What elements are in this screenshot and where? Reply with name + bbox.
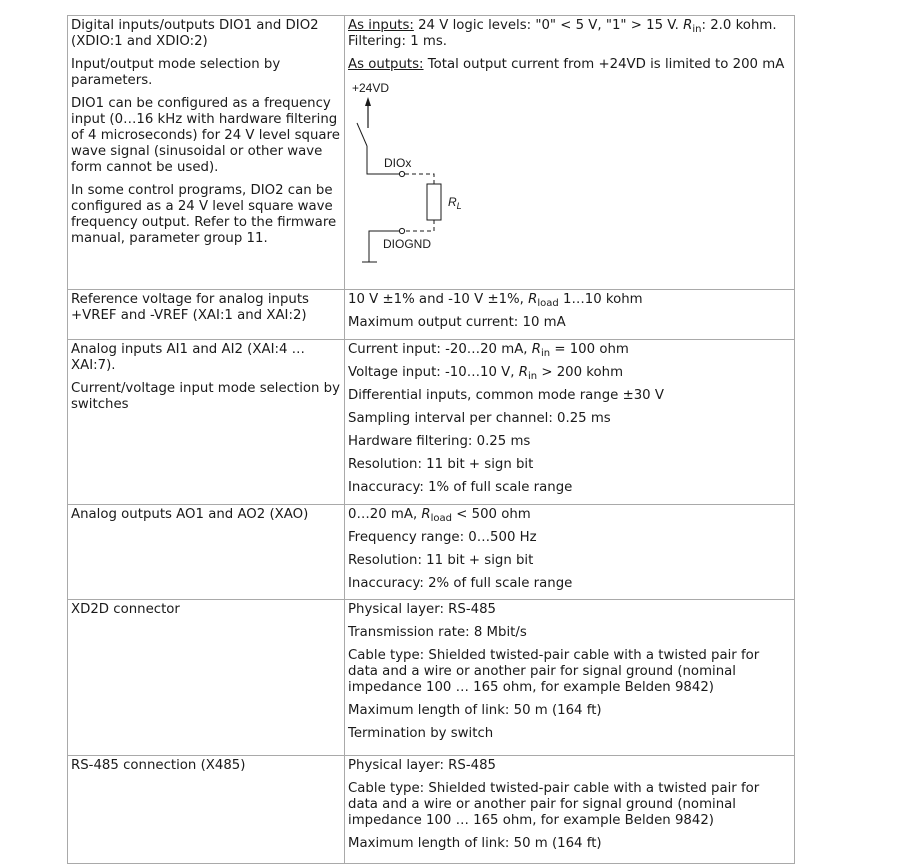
inputs-text: 24 V logic levels: "0" < 5 V, "1" > 15 V. [413, 18, 684, 33]
label-paragraph: XD2D connector [71, 602, 180, 617]
spec-line: Inaccuracy: 1% of full scale range [348, 480, 573, 495]
spec-line: Physical layer: RS-485 [348, 602, 497, 617]
spec-line: Physical layer: RS-485 [348, 758, 497, 773]
inputs-heading: As inputs: [348, 18, 414, 33]
spec-line: Transmission rate: 8 Mbit/s [348, 625, 527, 640]
row-spec-cell [345, 290, 795, 340]
spec-line: Termination by switch [348, 726, 494, 741]
label-paragraph: Analog outputs AO1 and AO2 (XAO) [71, 507, 309, 522]
specifications-table [67, 15, 795, 864]
label-paragraph: RS-485 connection (X485) [71, 758, 246, 773]
row-label-cell [68, 505, 345, 600]
spec-line: Maximum length of link: 50 m (164 ft) [348, 836, 602, 851]
spec-line: Maximum length of link: 50 m (164 ft) [348, 703, 602, 718]
row-spec-cell [345, 340, 795, 505]
outputs-text: Total output current from +24VD is limited to 200 mA [423, 57, 785, 72]
table-row-analog-inputs [68, 340, 795, 505]
row-label-cell [68, 600, 345, 756]
spec-line: Voltage input: -10…10 V, $R_{in} > 200$ kohm [348, 365, 624, 382]
spec-line: Differential inputs, common mode range ±30 V [348, 388, 664, 403]
table-row-dio [68, 16, 795, 290]
symbol-r: R [683, 18, 693, 33]
spec-line: Hardware filtering: 0.25 ms [348, 434, 531, 449]
row-spec-cell [345, 505, 795, 600]
spec-line: 0…20 mA, $R_{load} < 500$ ohm [348, 507, 531, 524]
spec-line: Current input: -20…20 mA, $R_{in} = 100$ ohm [348, 342, 629, 359]
row-spec-cell [345, 16, 795, 290]
outputs-spec [348, 57, 791, 73]
load-label: $R_L$ [448, 195, 462, 211]
ground-label: DIOGND [383, 237, 431, 251]
arrow-up-icon [365, 97, 371, 128]
row-label-cell [68, 16, 345, 290]
spec-line: Frequency range: 0…500 Hz [348, 530, 537, 545]
label-paragraph: Current/voltage input mode selection by switches [71, 381, 340, 412]
row-spec-cell [345, 600, 795, 756]
inputs-spec [348, 18, 791, 50]
terminal-icon [399, 228, 404, 233]
spec-line: Resolution: 11 bit + sign bit [348, 553, 534, 568]
spec-line: Cable type: Shielded twisted-pair cable with a twisted pair for data and a wire or another pair for signal ground (nominal impedance 100 … 165 ohm, for example Belden 9842) [348, 648, 760, 695]
spec-line: Inaccuracy: 2% of full scale range [348, 576, 573, 591]
row-label-cell [68, 290, 345, 340]
pin-label: DIOx [384, 156, 412, 170]
outputs-heading: As outputs: [348, 57, 424, 72]
label-paragraph: Input/output mode selection by parameters. [71, 57, 281, 88]
label-paragraph: DIO1 can be configured as a frequency input (0…16 kHz with hardware filtering of 4 microseconds) for 24 V level square wave signal (sinusoidal or other wave form cannot be used). [71, 96, 340, 175]
label-paragraph: Reference voltage for analog inputs +VREF and -VREF (XAI:1 and XAI:2) [71, 292, 309, 323]
table-row-analog-outputs [68, 505, 795, 600]
spec-line: Sampling interval per channel: 0.25 ms [348, 411, 611, 426]
row-label-cell [68, 756, 345, 864]
dio-circuit-diagram [348, 80, 478, 270]
label-paragraph: In some control programs, DIO2 can be configured as a 24 V level square wave frequency output. Refer to the firmware manual, parameter group 11. [71, 183, 337, 246]
spec-line: Maximum output current: 10 mA [348, 315, 566, 330]
table-row-rs485 [68, 756, 795, 864]
inputs-text: : 2.0 kohm. Filtering: 1 ms. [348, 18, 777, 49]
spec-line: 10 V ±1% and -10 V ±1%, $R_{load}$ 1…10 kohm [348, 292, 643, 309]
label-paragraph: Analog inputs AI1 and AI2 (XAI:4 … XAI:7). [71, 342, 305, 373]
resistor-icon [427, 184, 441, 220]
label-paragraph: Digital inputs/outputs DIO1 and DIO2 (XDIO:1 and XDIO:2) [71, 18, 319, 49]
table-row-vref [68, 290, 795, 340]
row-label-cell [68, 340, 345, 505]
supply-label: +24VD [352, 81, 390, 95]
terminal-icon [399, 171, 404, 176]
spec-line: Cable type: Shielded twisted-pair cable with a twisted pair for data and a wire or another pair for signal ground (nominal impedance 100 … 165 ohm, for example Belden 9842) [348, 781, 760, 828]
table-row-xd2d [68, 600, 795, 756]
spec-line: Resolution: 11 bit + sign bit [348, 457, 534, 472]
row-spec-cell [345, 756, 795, 864]
symbol-sub: in [692, 24, 702, 35]
